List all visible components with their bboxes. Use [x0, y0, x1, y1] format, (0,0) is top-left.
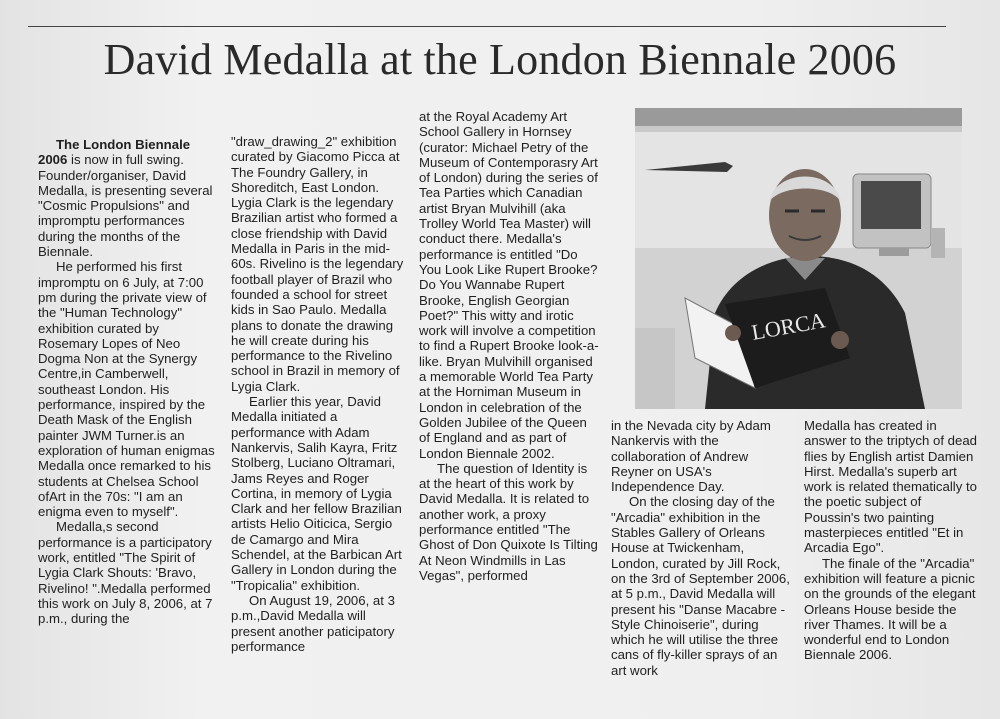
paragraph: On the closing day of the "Arcadia" exhibition in the Stables Gallery of Orleans House at Twickenham, London, curated by Jill Rock, on the 3rd of September 2006, at 5 p.m., David Medalla will present his "Danse Macabre - Style Chinoiserie", during which he will utilise the three cans of fly-killer sprays of an art work — [611, 494, 790, 678]
article-column-3 — [419, 109, 599, 583]
paragraph: The question of Identity is at the heart of this work by David Medalla. It is related to another work, a proxy performance entitled "The Ghost of Don Quixote Is Tilting At Neon Windmills in Las Vegas", performed — [419, 460, 598, 583]
photo-illustration — [635, 108, 962, 409]
book-title: LORCA — [749, 307, 828, 345]
paragraph: "draw_drawing_2" exhibition curated by Giacomo Picca at The Foundry Gallery, in Shoreditch, East London. Lygia Clark is the legendary Brazilian artist who formed a close friendship with David Medalla in Paris in the mid-60s. Rivelino is the legendary football player of Brazil who founded a school for street kids in Sao Paulo. Medalla plans to donate the drawing he will create during his performance to the Rivelino school in Brazil in memory of Lygia Clark. — [231, 134, 404, 394]
lead-text: is now in full swing. Founder/organiser, David Medalla, is presenting several "Cosmic Propulsions" and impromptu performances during the months of the Biennale. — [38, 152, 213, 260]
paragraph: Earlier this year, David Medalla initiated a performance with Adam Nankervis, Salih Kayra, Fritz Stolberg, Luciano Oltramari, Jams Reyes and Roger Cortina, in memory of Lygia Clark and her fellow Brazilian artists Helio Oiticica, Sergio de Camargo and Mira Schendel, at the Barbican Art Gallery in London during the "Tropicalia" exhibition. — [231, 394, 402, 593]
paragraph: Medalla has created in answer to the triptych of dead flies by English artist Damien Hirst. Medalla's superb art work is related thematically to the poetic subject of Poussin's two painting masterpieces entitled "Et in Arcadia Ego". — [804, 418, 978, 556]
lead-bold: The London Biennale 2006 — [38, 137, 191, 168]
computer-monitor — [853, 174, 931, 256]
article-column-1 — [38, 137, 216, 627]
paragraph: On August 19, 2006, at 3 p.m.,David Medalla will present another paticipatory performance — [231, 592, 395, 654]
top-rule — [28, 26, 946, 27]
paragraph: at the Royal Academy Art School Gallery in Hornsey (curator: Michael Petry of the Museum of Contemporasry Art of London) during the series of Tea Parties which Canadian artist Bryan Mulvihill (aka Trolley World Tea Master) will conduct there. Medalla's performance is entitled "Do You Look Like Rupert Brooke? Do You Wannabe Rupert Brooke, English Georgian Poet?" This witty and irotic work will involve a competition to find a Rupert Brooke look-a-like. Bryan Mulvihill organised a memorable World Tea Party at the Horniman Museum in London in celebration of the Golden Jubilee of the Queen of England and as part of London Biennale 2002. — [419, 109, 599, 461]
paragraph: in the Nevada city by Adam Nankervis with the collaboration of Andrew Reyner on USA's Independence Day. — [611, 418, 771, 495]
headline: David Medalla at the London Biennale 2006 — [103, 35, 897, 84]
article-column-4 — [611, 418, 791, 678]
article-column-5 — [804, 418, 980, 663]
paragraph: Medalla,s second performance is a participatory work, entitled "The Spirit of Lygia Clark Shouts: 'Bravo, Rivelino! ".Medalla performed this work on July 8, 2006, at 7 p.m., during the — [38, 519, 213, 627]
article-column-2 — [231, 134, 409, 654]
paragraph: The finale of the "Arcadia" exhibition will feature a picnic on the grounds of the elegant Orleans House beside the river Thames. It will be a wonderful end to London Biennale 2006. — [804, 555, 976, 663]
paragraph — [38, 137, 216, 259]
paragraph: He performed his first impromptu on 6 July, at 7:00 pm during the private view of the "Human Technology" exhibition curated by Rosemary Lopes of Neo Dogma Non at the Synergy Centre,in Camberwell, southeast London. His performance, inspired by the Death Mask of the English painter JWM Turner.is an exploration of human enigmas Medalla once remarked to his students at Chelsea School ofArt in the 70s: "I am an enigma even to myself". — [38, 259, 215, 520]
photo-medalla-reading — [635, 108, 962, 409]
